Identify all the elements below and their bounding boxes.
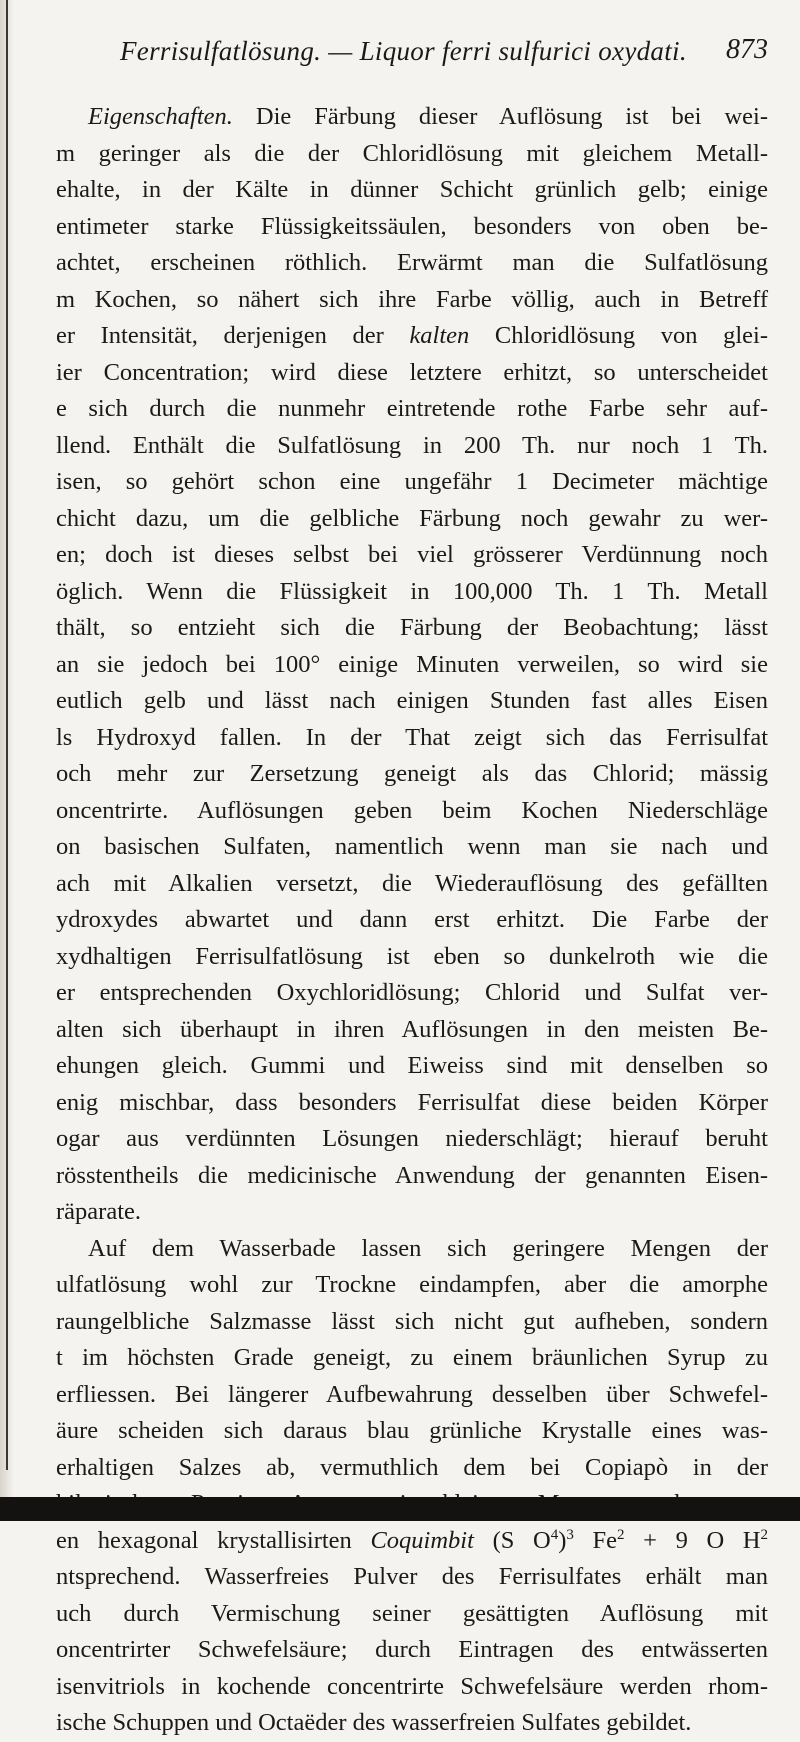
formula-superscript: 2 — [617, 1526, 625, 1543]
page-header — [0, 36, 800, 76]
formula-superscript: 2 — [760, 1526, 769, 1543]
text-line: enig mischbar, dass besonders Ferrisulfat diese beiden Körper — [56, 1088, 768, 1116]
text-line: m geringer als die der Chloridlösung mit gleichem Metall- — [56, 139, 768, 167]
text-line: uch durch Vermischung seiner gesättigten Auflösung mit — [56, 1599, 768, 1627]
text-line-content: Chloridlösung von glei- — [494, 322, 768, 349]
running-head: Ferrisulfatlösung. — Liquor ferri sulfurici oxydati. — [120, 36, 687, 66]
section-heading: Eigenschaften. — [88, 103, 233, 130]
text-line: er entsprechenden Oxychloridlösung; Chlorid und Sulfat ver- — [56, 979, 768, 1006]
formula-part: + 9 O H — [624, 1526, 761, 1554]
text-line: thält, so entzieht sich die Färbung der Beobachtung; lässt — [56, 614, 768, 641]
text-line: alten sich überhaupt in ihren Auflösungen in den meisten Be- — [56, 1015, 768, 1043]
text-line: ntsprechend. Wasserfreies Pulver des Ferrisulfates erhält man — [56, 1563, 768, 1590]
text-line: xydhaltigen Ferrisulfatlösung ist eben so dunkelroth wie die — [56, 942, 768, 970]
scan-bottom-edge — [0, 1497, 800, 1521]
text-line: oncentrirte. Auflösungen geben beim Kochen Niederschläge — [56, 796, 768, 824]
text-line: ehalte, in der Kälte in dünner Schicht grünlich gelb; einige — [56, 176, 768, 203]
text-line: ulfatlösung wohl zur Trockne eindampfen, aber die amorphe — [56, 1271, 768, 1298]
formula-superscript: 4 — [550, 1526, 559, 1543]
text-line: ls Hydroxyd fallen. In der That zeigt sich das Ferrisulfat — [56, 723, 768, 751]
text-line: ische Schuppen und Octaëder des wasserfreien Sulfates gebildet. — [56, 1709, 692, 1736]
text-line: ydroxydes abwartet und dann erst erhitzt. Die Farbe der — [56, 906, 768, 933]
text-line: ogar aus verdünnten Lösungen niederschlägt; hierauf beruht — [56, 1125, 768, 1152]
body-text — [56, 99, 768, 1742]
text-line: äure scheiden sich daraus blau grünliche Krystalle eines was- — [56, 1417, 768, 1444]
text-line-content: en hexagonal krystallisirten — [56, 1526, 352, 1554]
text-line: ach mit Alkalien versetzt, die Wiederauflösung des gefällten — [56, 869, 768, 897]
text-line: ehungen gleich. Gummi und Eiweiss sind mit denselben so — [56, 1052, 768, 1079]
text-line: räparate. — [56, 1198, 141, 1225]
text-line: Auf dem Wasserbade lassen sich geringere Mengen der — [88, 1234, 768, 1262]
binding-edge — [6, 0, 8, 1470]
formula-part: Fe — [573, 1526, 617, 1554]
text-line: m Kochen, so nähert sich ihre Farbe völlig, auch in Betreff — [56, 285, 768, 313]
text-line: on basischen Sulfaten, namentlich wenn man sie nach und — [56, 833, 768, 860]
text-line: entimeter starke Flüssigkeitssäulen, besonders von oben be- — [56, 212, 768, 240]
text-line: an sie jedoch bei 100° einige Minuten verweilen, so wird sie — [56, 650, 768, 678]
text-line: e sich durch die nunmehr eintretende rothe Farbe sehr auf- — [56, 395, 768, 422]
chemical-formula — [493, 1527, 768, 1554]
text-line-content: Die Färbung dieser Auflösung ist bei wei- — [255, 103, 768, 130]
text-line: erfliessen. Bei längerer Aufbewahrung desselben über Schwefel- — [56, 1380, 768, 1408]
text-line: ier Concentration; wird diese letztere erhitzt, so unterscheidet — [56, 358, 768, 386]
text-line: isenvitriols in kochende concentrirte Schwefelsäure werden rhom- — [56, 1672, 768, 1700]
text-line: achtet, erscheinen röthlich. Erwärmt man die Sulfatlösung — [56, 249, 768, 276]
text-line: eutlich gelb und lässt nach einigen Stunden fast alles Eisen — [56, 687, 768, 714]
text-line: erhaltigen Salzes ab, vermuthlich dem bei Copiapò in der — [56, 1453, 768, 1481]
emphasis-kalten: kalten — [409, 322, 470, 349]
text-line — [56, 99, 768, 136]
text-line: t im höchsten Grade geneigt, zu einem bräunlichen Syrup zu — [56, 1344, 768, 1371]
text-line: chicht dazu, um die gelbliche Färbung noch gewahr zu wer- — [56, 504, 768, 532]
text-line-content: er Intensität, derjenigen der — [56, 322, 384, 349]
formula-superscript: 3 — [566, 1526, 574, 1543]
text-line: raungelbliche Salzmasse lässt sich nicht gut aufheben, sondern — [56, 1307, 768, 1335]
page-number: 873 — [726, 34, 768, 65]
text-line: rösstentheils die medicinische Anwendung der genannten Eisen- — [56, 1161, 768, 1189]
text-line: en; doch ist dieses selbst bei viel grösserer Verdünnung noch — [56, 541, 768, 568]
formula-part: (S O — [492, 1526, 551, 1554]
text-line: oncentrirter Schwefelsäure; durch Eintragen des entwässerten — [56, 1636, 768, 1663]
text-line: och mehr zur Zersetzung geneigt als das Chlorid; mässig — [56, 760, 768, 787]
text-line: öglich. Wenn die Flüssigkeit in 100,000 Th. 1 Th. Metall — [56, 577, 768, 605]
text-line — [56, 1523, 768, 1560]
formula-part: ) — [558, 1526, 567, 1554]
text-line: isen, so gehört schon eine ungefähr 1 Decimeter mächtige — [56, 468, 768, 495]
text-line — [56, 318, 768, 355]
text-line: llend. Enthält die Sulfatlösung in 200 Th. nur noch 1 Th. — [56, 431, 768, 459]
mineral-name: Coquimbit — [370, 1526, 474, 1554]
